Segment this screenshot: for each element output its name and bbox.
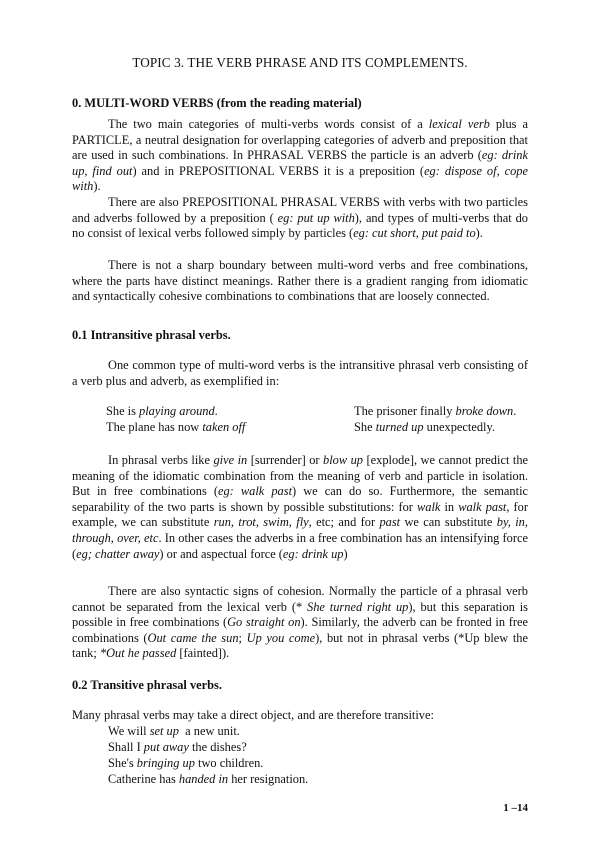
- example-sentence: [108, 724, 240, 740]
- paragraph-intransitive-intro: [72, 358, 528, 389]
- text: Catherine has: [108, 772, 179, 786]
- section-heading-multi-word-verbs: 0. MULTI-WORD VERBS (from the reading material): [72, 96, 362, 110]
- text: , for example, we can substitute: [72, 499, 528, 530]
- text: her resignation.: [228, 772, 309, 786]
- text: . In other cases the adverbs in a free combination has an intensifying force (: [72, 530, 528, 561]
- text: She's: [108, 756, 137, 770]
- text: ), and types of multi-verbs that do no consist of lexical verbs followed simply by particles (: [72, 210, 528, 241]
- italic-text: She turned right up: [307, 599, 409, 614]
- italic-text: blow up: [323, 453, 364, 467]
- italic-text: set up: [149, 724, 179, 738]
- italic-text: Up you come: [246, 630, 316, 645]
- example-sentence: [108, 756, 263, 772]
- text: There are also PREPOSITIONAL PHRASAL VERBS with verbs with two particles and adverbs followed by a preposition (: [72, 195, 528, 225]
- italic-text: lexical verb: [428, 117, 490, 131]
- text: ) or and aspectual force (: [159, 546, 283, 561]
- paragraph-categories: [72, 117, 528, 195]
- text: Shall I: [108, 740, 144, 754]
- italic-text: eg; chatter away: [76, 546, 160, 561]
- italic-text: give in: [213, 453, 248, 467]
- italic-text: eg: dispose of, cope with: [72, 163, 528, 194]
- italic-text: taken off: [202, 420, 246, 434]
- italic-text: run, trot, swim, fly: [213, 515, 309, 530]
- text: [surrender] or: [247, 453, 324, 467]
- italic-text: eg: walk past: [217, 484, 293, 499]
- italic-text: Out came the sun: [147, 630, 239, 645]
- text: the dishes?: [188, 740, 247, 754]
- text: We will: [108, 724, 150, 738]
- text: ): [343, 546, 348, 561]
- paragraph-syntactic-cohesion: [72, 584, 528, 662]
- italic-text: Go straight on: [227, 615, 301, 630]
- text: unexpectedly.: [423, 420, 495, 434]
- text: ).: [475, 226, 483, 241]
- text: She is: [106, 404, 140, 418]
- paragraph-transitive-intro: Many phrasal verbs may take a direct object, and are therefore transitive:: [72, 708, 434, 722]
- italic-text: walk: [417, 499, 441, 514]
- text: ). Similarly, the adverb can be fronted in free combinations (: [72, 615, 528, 645]
- italic-text: bringing up: [136, 756, 195, 770]
- text: She: [354, 420, 376, 434]
- italic-text: past: [379, 515, 401, 530]
- paragraph-prepositional-phrasal: [72, 195, 528, 242]
- text: In phrasal verbs like: [108, 453, 214, 467]
- text: There are also syntactic signs of cohesion. Normally the particle of a phrasal verb cannot be separated from the lexical verb (*: [72, 584, 528, 614]
- page-number: 1 –14: [503, 802, 528, 814]
- text: .: [214, 404, 218, 418]
- example-sentence: [108, 772, 308, 788]
- text: we can substitute: [400, 515, 497, 530]
- text: , etc; and for: [308, 515, 380, 530]
- text: The two main categories of multi-verbs words consist of a: [108, 117, 429, 131]
- text: in: [440, 499, 459, 514]
- text: ;: [238, 630, 247, 645]
- italic-text: put away: [143, 740, 189, 754]
- example-sentence: [108, 740, 247, 756]
- example-sentence: [354, 420, 495, 436]
- text: The prisoner finally: [354, 404, 456, 418]
- text: One common type of multi-word verbs is the intransitive phrasal verb consisting of a verb plus and adverb, as exemplified in:: [72, 358, 528, 388]
- paragraph-gradient: [72, 258, 528, 305]
- example-sentence: [106, 420, 245, 436]
- section-heading-intransitive: 0.1 Intransitive phrasal verbs.: [72, 328, 231, 342]
- text: ) and in PREPOSITIONAL VERBS it is a preposition (: [132, 163, 425, 178]
- text: [fainted]).: [176, 646, 230, 661]
- italic-text: eg: cut short, put paid to: [353, 226, 476, 241]
- italic-text: playing around: [139, 404, 215, 418]
- italic-text: walk past: [458, 499, 507, 514]
- example-sentence: [354, 404, 516, 420]
- italic-text: *Out he passed: [99, 646, 177, 661]
- paragraph-semantic-separability: [72, 453, 528, 562]
- italic-text: broke down: [455, 404, 514, 418]
- text: ) we can do so. Furthermore, the semantic separability of the two parts is shown by possible substitutions: for: [72, 484, 529, 514]
- text: a new unit.: [178, 724, 240, 738]
- text: ), but this separation is possible in free combinations (: [72, 599, 528, 630]
- italic-text: handed in: [178, 772, 229, 786]
- text: two children.: [194, 756, 264, 770]
- example-sentence: [106, 404, 218, 420]
- italic-text: eg: put up with: [277, 210, 355, 225]
- text: ).: [93, 179, 101, 194]
- text: plus a PARTICLE, a neutral designation for overlapping categories of adverb and preposition that are used in such combinations. In PHRASAL VERBS the particle is an adverb (: [72, 117, 528, 163]
- text: [explode], we cannot predict the meaning of the idiomatic combination from the meaning of verb and particle in isolation. But in free combinations (: [72, 453, 529, 499]
- text: The plane has now: [106, 420, 203, 434]
- text: ), but not in phrasal verbs (*Up blew the tank;: [72, 630, 529, 661]
- italic-text: eg: drink up: [282, 546, 344, 561]
- document-title: TOPIC 3. THE VERB PHRASE AND ITS COMPLEMENTS.: [132, 55, 468, 70]
- section-heading-transitive: 0.2 Transitive phrasal verbs.: [72, 678, 222, 692]
- text: .: [513, 404, 517, 418]
- italic-text: turned up: [375, 420, 424, 434]
- text: There is not a sharp boundary between multi-word verbs and free combinations, where the parts have distinct meanings. Rather there is a gradient ranging from idiomatic and syntactically cohesive combinations to combinations that are loosely connected.: [72, 258, 528, 304]
- italic-text: eg: drink up, find out: [72, 148, 528, 178]
- italic-text: by, in, through, over, etc: [72, 515, 528, 545]
